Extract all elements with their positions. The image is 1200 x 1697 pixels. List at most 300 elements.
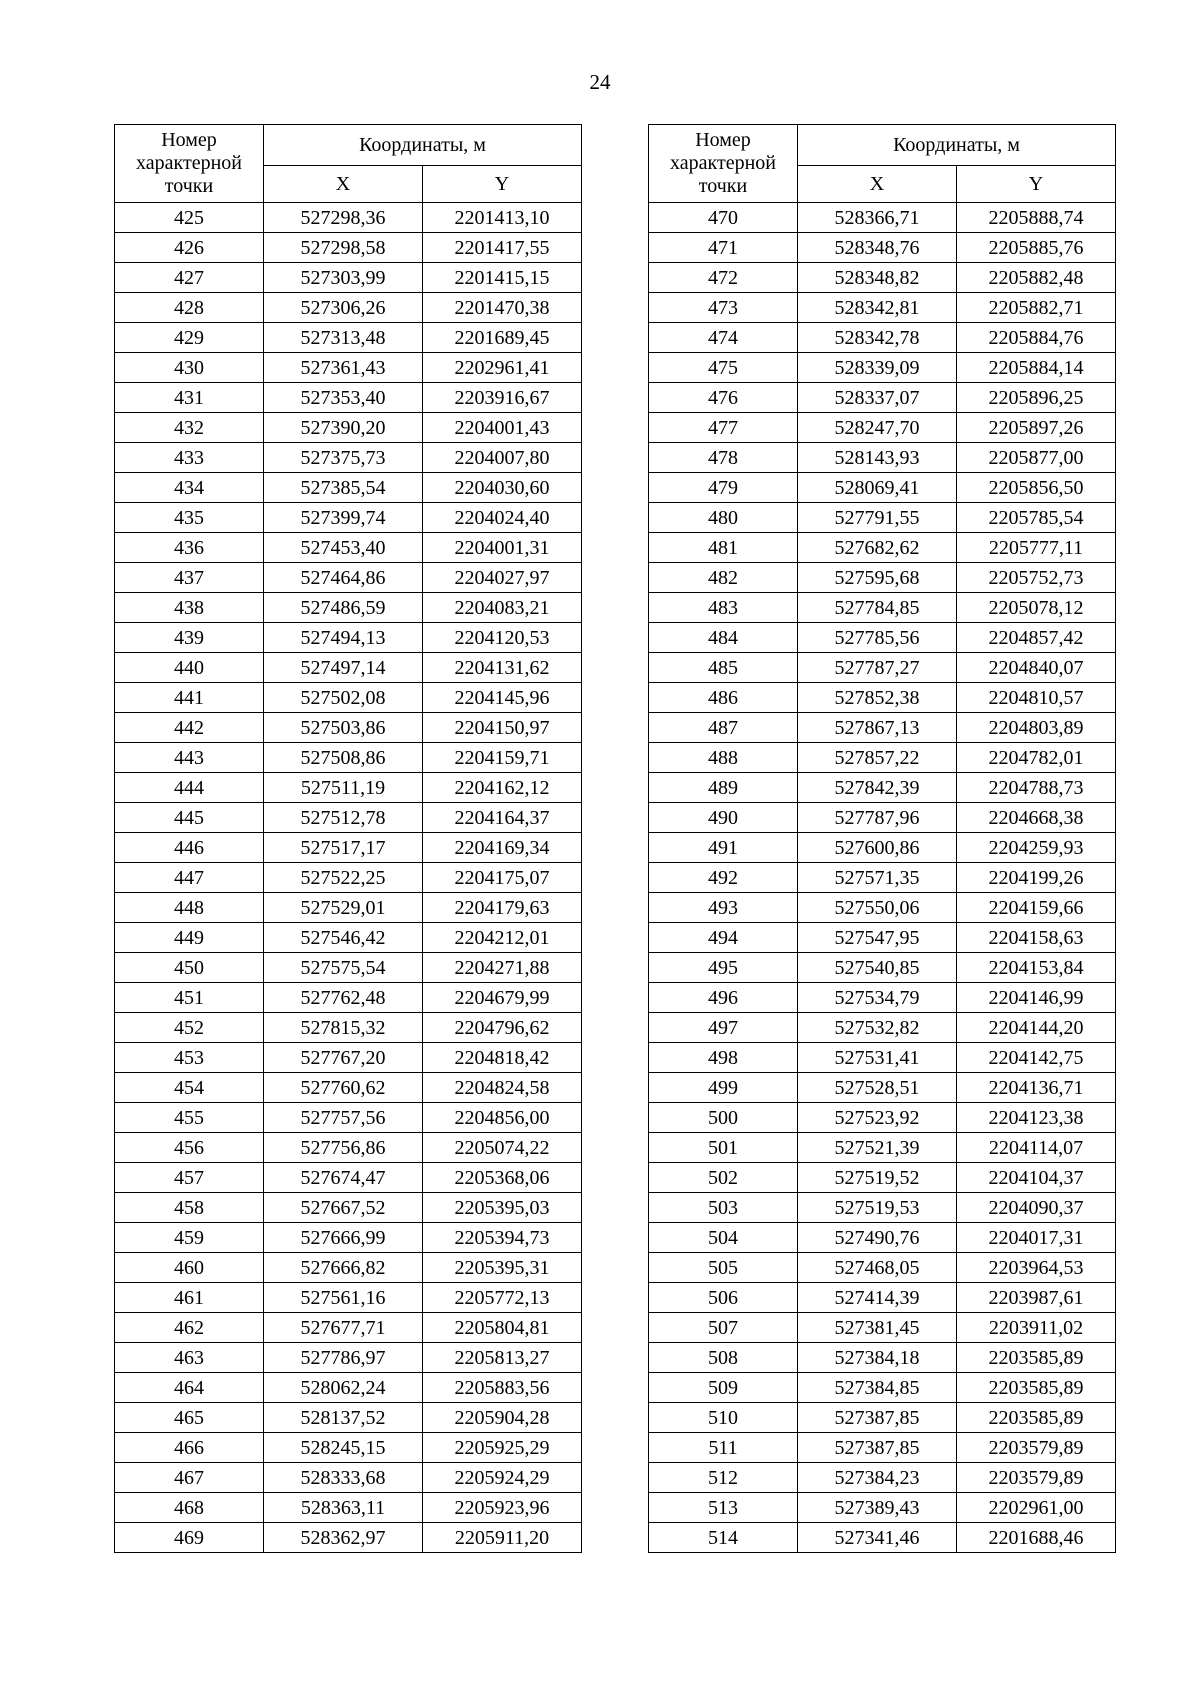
- x-coordinate-cell: 527522,25: [264, 863, 423, 893]
- y-coordinate-cell: 2201689,45: [423, 323, 582, 353]
- table-row: [115, 1013, 582, 1043]
- table-row: [649, 803, 1116, 833]
- y-coordinate-cell: 2205078,12: [957, 593, 1116, 623]
- y-coordinate-cell: 2204271,88: [423, 953, 582, 983]
- point-number-cell: 469: [115, 1523, 264, 1553]
- x-coordinate-cell: 528247,70: [798, 413, 957, 443]
- table-row: [649, 863, 1116, 893]
- x-coordinate-cell: 527464,86: [264, 563, 423, 593]
- y-coordinate-cell: 2204083,21: [423, 593, 582, 623]
- point-number-cell: 471: [649, 233, 798, 263]
- table-row: [115, 893, 582, 923]
- x-coordinate-cell: 528062,24: [264, 1373, 423, 1403]
- point-number-cell: 476: [649, 383, 798, 413]
- table-row: [115, 233, 582, 263]
- x-coordinate-cell: 527667,52: [264, 1193, 423, 1223]
- table-row: [115, 473, 582, 503]
- y-coordinate-cell: 2203916,67: [423, 383, 582, 413]
- point-number-cell: 492: [649, 863, 798, 893]
- y-coordinate-cell: 2204175,07: [423, 863, 582, 893]
- y-coordinate-cell: 2204001,43: [423, 413, 582, 443]
- x-coordinate-cell: 527682,62: [798, 533, 957, 563]
- table-row: [649, 953, 1116, 983]
- point-number-cell: 463: [115, 1343, 264, 1373]
- x-coordinate-cell: 527381,45: [798, 1313, 957, 1343]
- table-row: [649, 1283, 1116, 1313]
- point-number-cell: 450: [115, 953, 264, 983]
- point-number-cell: 502: [649, 1163, 798, 1193]
- point-number-cell: 507: [649, 1313, 798, 1343]
- x-coordinate-cell: 528333,68: [264, 1463, 423, 1493]
- point-number-cell: 495: [649, 953, 798, 983]
- coordinates-header: Координаты, м: [264, 125, 582, 166]
- x-coordinate-cell: 527600,86: [798, 833, 957, 863]
- table-row: [115, 1403, 582, 1433]
- point-number-cell: 455: [115, 1103, 264, 1133]
- table-body: [649, 203, 1116, 1553]
- point-number-cell: 428: [115, 293, 264, 323]
- point-number-cell: 504: [649, 1223, 798, 1253]
- table-row: [649, 1253, 1116, 1283]
- x-coordinate-cell: 527468,05: [798, 1253, 957, 1283]
- point-number-cell: 510: [649, 1403, 798, 1433]
- point-number-cell: 487: [649, 713, 798, 743]
- x-coordinate-cell: 527502,08: [264, 683, 423, 713]
- y-coordinate-cell: 2205888,74: [957, 203, 1116, 233]
- x-coordinate-cell: 527531,41: [798, 1043, 957, 1073]
- point-number-cell: 447: [115, 863, 264, 893]
- point-number-cell: 464: [115, 1373, 264, 1403]
- coordinates-table-right: [648, 124, 1116, 1553]
- point-number-cell: 436: [115, 533, 264, 563]
- coordinates-table-left: [114, 124, 582, 1553]
- x-coordinate-cell: 527389,43: [798, 1493, 957, 1523]
- table-row: [115, 533, 582, 563]
- y-coordinate-cell: 2205785,54: [957, 503, 1116, 533]
- table-row: [115, 1343, 582, 1373]
- point-number-cell: 480: [649, 503, 798, 533]
- x-coordinate-cell: 527384,18: [798, 1343, 957, 1373]
- y-coordinate-cell: 2205925,29: [423, 1433, 582, 1463]
- table-row: [115, 293, 582, 323]
- x-coordinate-cell: 528348,76: [798, 233, 957, 263]
- point-number-cell: 499: [649, 1073, 798, 1103]
- y-coordinate-cell: 2203585,89: [957, 1373, 1116, 1403]
- table-row: [649, 533, 1116, 563]
- point-number-cell: 509: [649, 1373, 798, 1403]
- x-coordinate-cell: 528137,52: [264, 1403, 423, 1433]
- point-number-cell: 448: [115, 893, 264, 923]
- point-number-cell: 461: [115, 1283, 264, 1313]
- x-coordinate-cell: 527784,85: [798, 593, 957, 623]
- table-row: [649, 833, 1116, 863]
- y-coordinate-cell: 2204259,93: [957, 833, 1116, 863]
- x-coordinate-cell: 528339,09: [798, 353, 957, 383]
- y-coordinate-cell: 2204104,37: [957, 1163, 1116, 1193]
- point-number-cell: 442: [115, 713, 264, 743]
- y-coordinate-cell: 2204668,38: [957, 803, 1116, 833]
- point-number-cell: 435: [115, 503, 264, 533]
- table-row: [115, 623, 582, 653]
- table-row: [649, 743, 1116, 773]
- y-coordinate-cell: 2204150,97: [423, 713, 582, 743]
- point-number-cell: 514: [649, 1523, 798, 1553]
- table-row: [649, 1433, 1116, 1463]
- y-coordinate-cell: 2204144,20: [957, 1013, 1116, 1043]
- y-coordinate-cell: 2204090,37: [957, 1193, 1116, 1223]
- point-number-cell: 443: [115, 743, 264, 773]
- table-row: [649, 1013, 1116, 1043]
- y-coordinate-cell: 2204810,57: [957, 683, 1116, 713]
- y-coordinate-cell: 2205395,31: [423, 1253, 582, 1283]
- point-number-cell: 451: [115, 983, 264, 1013]
- x-coordinate-cell: 527762,48: [264, 983, 423, 1013]
- point-number-cell: 478: [649, 443, 798, 473]
- x-coordinate-cell: 527786,97: [264, 1343, 423, 1373]
- table-row: [649, 323, 1116, 353]
- point-number-cell: 441: [115, 683, 264, 713]
- point-number-cell: 462: [115, 1313, 264, 1343]
- table-row: [649, 923, 1116, 953]
- x-coordinate-cell: 527486,59: [264, 593, 423, 623]
- x-header: X: [264, 166, 423, 203]
- y-coordinate-cell: 2204146,99: [957, 983, 1116, 1013]
- table-row: [649, 653, 1116, 683]
- table-row: [115, 353, 582, 383]
- point-number-cell: 491: [649, 833, 798, 863]
- x-coordinate-cell: 527298,58: [264, 233, 423, 263]
- table-row: [649, 623, 1116, 653]
- point-number-cell: 429: [115, 323, 264, 353]
- table-row: [115, 653, 582, 683]
- x-coordinate-cell: 527387,85: [798, 1403, 957, 1433]
- table-row: [115, 323, 582, 353]
- table-row: [649, 1223, 1116, 1253]
- y-coordinate-cell: 2204840,07: [957, 653, 1116, 683]
- x-coordinate-cell: 527575,54: [264, 953, 423, 983]
- table-row: [649, 1103, 1116, 1133]
- table-row: [115, 1163, 582, 1193]
- x-coordinate-cell: 527497,14: [264, 653, 423, 683]
- y-coordinate-cell: 2204001,31: [423, 533, 582, 563]
- y-coordinate-cell: 2204856,00: [423, 1103, 582, 1133]
- x-coordinate-cell: 528342,81: [798, 293, 957, 323]
- x-coordinate-cell: 527306,26: [264, 293, 423, 323]
- y-coordinate-cell: 2204136,71: [957, 1073, 1116, 1103]
- y-coordinate-cell: 2204131,62: [423, 653, 582, 683]
- table-row: [115, 1313, 582, 1343]
- y-coordinate-cell: 2201413,10: [423, 203, 582, 233]
- x-coordinate-cell: 528143,93: [798, 443, 957, 473]
- point-number-cell: 474: [649, 323, 798, 353]
- y-coordinate-cell: 2203585,89: [957, 1343, 1116, 1373]
- table-row: [115, 1103, 582, 1133]
- x-coordinate-cell: 527385,54: [264, 473, 423, 503]
- table-row: [115, 563, 582, 593]
- y-coordinate-cell: 2204179,63: [423, 893, 582, 923]
- y-coordinate-cell: 2205813,27: [423, 1343, 582, 1373]
- y-coordinate-cell: 2204782,01: [957, 743, 1116, 773]
- table-row: [649, 1133, 1116, 1163]
- x-coordinate-cell: 527341,46: [798, 1523, 957, 1553]
- point-number-cell: 458: [115, 1193, 264, 1223]
- y-coordinate-cell: 2204818,42: [423, 1043, 582, 1073]
- table-row: [649, 503, 1116, 533]
- y-coordinate-cell: 2205882,48: [957, 263, 1116, 293]
- x-coordinate-cell: 528337,07: [798, 383, 957, 413]
- table-row: [649, 1463, 1116, 1493]
- x-coordinate-cell: 527384,85: [798, 1373, 957, 1403]
- point-number-cell: 483: [649, 593, 798, 623]
- point-number-cell: 468: [115, 1493, 264, 1523]
- x-coordinate-cell: 527523,92: [798, 1103, 957, 1133]
- y-coordinate-cell: 2204679,99: [423, 983, 582, 1013]
- table-row: [649, 773, 1116, 803]
- y-coordinate-cell: 2204199,26: [957, 863, 1116, 893]
- point-number-cell: 465: [115, 1403, 264, 1433]
- coordinates-header: Координаты, м: [798, 125, 1116, 166]
- y-coordinate-cell: 2204017,31: [957, 1223, 1116, 1253]
- x-coordinate-cell: 527511,19: [264, 773, 423, 803]
- y-coordinate-cell: 2205394,73: [423, 1223, 582, 1253]
- table-row: [649, 683, 1116, 713]
- y-coordinate-cell: 2204159,66: [957, 893, 1116, 923]
- x-coordinate-cell: 528348,82: [798, 263, 957, 293]
- y-coordinate-cell: 2205752,73: [957, 563, 1116, 593]
- y-coordinate-cell: 2203585,89: [957, 1403, 1116, 1433]
- point-number-cell: 453: [115, 1043, 264, 1073]
- x-coordinate-cell: 528342,78: [798, 323, 957, 353]
- point-number-cell: 425: [115, 203, 264, 233]
- y-coordinate-cell: 2205804,81: [423, 1313, 582, 1343]
- x-coordinate-cell: 527785,56: [798, 623, 957, 653]
- y-coordinate-cell: 2205856,50: [957, 473, 1116, 503]
- y-coordinate-cell: 2204164,37: [423, 803, 582, 833]
- x-coordinate-cell: 527787,27: [798, 653, 957, 683]
- x-coordinate-cell: 527453,40: [264, 533, 423, 563]
- x-coordinate-cell: 527519,52: [798, 1163, 957, 1193]
- y-coordinate-cell: 2203579,89: [957, 1433, 1116, 1463]
- y-coordinate-cell: 2203987,61: [957, 1283, 1116, 1313]
- x-coordinate-cell: 527674,47: [264, 1163, 423, 1193]
- table-row: [115, 1283, 582, 1313]
- point-number-cell: 437: [115, 563, 264, 593]
- y-coordinate-cell: 2204824,58: [423, 1073, 582, 1103]
- table-row: [649, 713, 1116, 743]
- table-body: [115, 203, 582, 1553]
- x-coordinate-cell: 527532,82: [798, 1013, 957, 1043]
- x-coordinate-cell: 527787,96: [798, 803, 957, 833]
- x-coordinate-cell: 527303,99: [264, 263, 423, 293]
- y-coordinate-cell: 2205884,76: [957, 323, 1116, 353]
- point-number-cell: 486: [649, 683, 798, 713]
- point-number-cell: 459: [115, 1223, 264, 1253]
- y-coordinate-cell: 2201417,55: [423, 233, 582, 263]
- table-row: [115, 833, 582, 863]
- table-row: [115, 1433, 582, 1463]
- x-coordinate-cell: 527815,32: [264, 1013, 423, 1043]
- x-coordinate-cell: 527534,79: [798, 983, 957, 1013]
- y-coordinate-cell: 2205395,03: [423, 1193, 582, 1223]
- point-number-cell: 439: [115, 623, 264, 653]
- y-coordinate-cell: 2205896,25: [957, 383, 1116, 413]
- y-coordinate-cell: 2205883,56: [423, 1373, 582, 1403]
- point-number-cell: 456: [115, 1133, 264, 1163]
- x-coordinate-cell: 527756,86: [264, 1133, 423, 1163]
- x-coordinate-cell: 527529,01: [264, 893, 423, 923]
- y-coordinate-cell: 2204145,96: [423, 683, 582, 713]
- table-row: [649, 1043, 1116, 1073]
- point-number-cell: 494: [649, 923, 798, 953]
- point-number-cell: 449: [115, 923, 264, 953]
- x-coordinate-cell: 528069,41: [798, 473, 957, 503]
- y-coordinate-cell: 2205777,11: [957, 533, 1116, 563]
- x-coordinate-cell: 527503,86: [264, 713, 423, 743]
- y-coordinate-cell: 2204169,34: [423, 833, 582, 863]
- y-coordinate-cell: 2204796,62: [423, 1013, 582, 1043]
- x-coordinate-cell: 527490,76: [798, 1223, 957, 1253]
- table-header: [115, 125, 582, 203]
- x-coordinate-cell: 527857,22: [798, 743, 957, 773]
- y-coordinate-cell: 2205368,06: [423, 1163, 582, 1193]
- y-coordinate-cell: 2202961,41: [423, 353, 582, 383]
- point-number-cell: 466: [115, 1433, 264, 1463]
- y-coordinate-cell: 2205911,20: [423, 1523, 582, 1553]
- x-coordinate-cell: 527508,86: [264, 743, 423, 773]
- point-number-cell: 446: [115, 833, 264, 863]
- point-number-cell: 508: [649, 1343, 798, 1373]
- x-coordinate-cell: 527546,42: [264, 923, 423, 953]
- y-coordinate-cell: 2205884,14: [957, 353, 1116, 383]
- point-number-cell: 438: [115, 593, 264, 623]
- point-number-cell: 498: [649, 1043, 798, 1073]
- point-number-cell: 434: [115, 473, 264, 503]
- y-coordinate-cell: 2204857,42: [957, 623, 1116, 653]
- point-number-cell: 497: [649, 1013, 798, 1043]
- table-row: [115, 1043, 582, 1073]
- table-row: [115, 1073, 582, 1103]
- y-coordinate-cell: 2203911,02: [957, 1313, 1116, 1343]
- x-coordinate-cell: 527361,43: [264, 353, 423, 383]
- table-row: [115, 1493, 582, 1523]
- point-number-cell: 444: [115, 773, 264, 803]
- y-coordinate-cell: 2205924,29: [423, 1463, 582, 1493]
- y-coordinate-cell: 2203579,89: [957, 1463, 1116, 1493]
- table-row: [115, 773, 582, 803]
- table-row: [649, 1403, 1116, 1433]
- x-coordinate-cell: 527313,48: [264, 323, 423, 353]
- x-coordinate-cell: 527298,36: [264, 203, 423, 233]
- point-number-cell: 484: [649, 623, 798, 653]
- x-coordinate-cell: 527528,51: [798, 1073, 957, 1103]
- x-coordinate-cell: 527791,55: [798, 503, 957, 533]
- table-row: [115, 413, 582, 443]
- table-row: [649, 443, 1116, 473]
- point-number-cell: 505: [649, 1253, 798, 1283]
- x-coordinate-cell: 527384,23: [798, 1463, 957, 1493]
- y-coordinate-cell: 2205885,76: [957, 233, 1116, 263]
- point-number-cell: 506: [649, 1283, 798, 1313]
- x-coordinate-cell: 527852,38: [798, 683, 957, 713]
- table-row: [649, 353, 1116, 383]
- point-number-cell: 460: [115, 1253, 264, 1283]
- y-header: Y: [957, 166, 1116, 203]
- table-row: [649, 893, 1116, 923]
- y-coordinate-cell: 2201415,15: [423, 263, 582, 293]
- x-coordinate-cell: 527519,53: [798, 1193, 957, 1223]
- x-coordinate-cell: 527517,17: [264, 833, 423, 863]
- table-row: [115, 1253, 582, 1283]
- point-number-cell: 513: [649, 1493, 798, 1523]
- y-coordinate-cell: 2203964,53: [957, 1253, 1116, 1283]
- point-number-cell: 496: [649, 983, 798, 1013]
- table-row: [115, 1133, 582, 1163]
- x-coordinate-cell: 528245,15: [264, 1433, 423, 1463]
- point-number-cell: 470: [649, 203, 798, 233]
- point-number-cell: 512: [649, 1463, 798, 1493]
- y-coordinate-cell: 2204162,12: [423, 773, 582, 803]
- y-coordinate-cell: 2204027,97: [423, 563, 582, 593]
- table-row: [649, 593, 1116, 623]
- point-number-cell: 489: [649, 773, 798, 803]
- table-row: [115, 683, 582, 713]
- table-row: [649, 983, 1116, 1013]
- point-number-cell: 430: [115, 353, 264, 383]
- y-coordinate-cell: 2202961,00: [957, 1493, 1116, 1523]
- table-row: [115, 923, 582, 953]
- table-row: [649, 263, 1116, 293]
- point-number-cell: 485: [649, 653, 798, 683]
- point-number-cell: 445: [115, 803, 264, 833]
- point-number-cell: 452: [115, 1013, 264, 1043]
- point-number-cell: 488: [649, 743, 798, 773]
- page-number: 24: [589, 70, 611, 94]
- table-row: [649, 233, 1116, 263]
- point-number-cell: 433: [115, 443, 264, 473]
- x-coordinate-cell: 527414,39: [798, 1283, 957, 1313]
- point-number-cell: 500: [649, 1103, 798, 1133]
- y-coordinate-cell: 2204030,60: [423, 473, 582, 503]
- x-coordinate-cell: 527353,40: [264, 383, 423, 413]
- y-coordinate-cell: 2205772,13: [423, 1283, 582, 1313]
- y-coordinate-cell: 2205074,22: [423, 1133, 582, 1163]
- point-number-cell: 482: [649, 563, 798, 593]
- x-coordinate-cell: 527561,16: [264, 1283, 423, 1313]
- table-row: [115, 1193, 582, 1223]
- y-coordinate-cell: 2205877,00: [957, 443, 1116, 473]
- y-coordinate-cell: 2204114,07: [957, 1133, 1116, 1163]
- table-row: [115, 1373, 582, 1403]
- point-number-cell: 467: [115, 1463, 264, 1493]
- point-number-cell: 472: [649, 263, 798, 293]
- y-coordinate-cell: 2205882,71: [957, 293, 1116, 323]
- point-number-cell: 427: [115, 263, 264, 293]
- x-coordinate-cell: 527494,13: [264, 623, 423, 653]
- table-row: [115, 1523, 582, 1553]
- table-row: [649, 1493, 1116, 1523]
- table-row: [115, 953, 582, 983]
- x-coordinate-cell: 527521,39: [798, 1133, 957, 1163]
- table-row: [115, 713, 582, 743]
- x-coordinate-cell: 527666,99: [264, 1223, 423, 1253]
- table-row: [649, 203, 1116, 233]
- point-number-cell: 479: [649, 473, 798, 503]
- x-coordinate-cell: 527512,78: [264, 803, 423, 833]
- table-header: [649, 125, 1116, 203]
- x-coordinate-cell: 527760,62: [264, 1073, 423, 1103]
- table-row: [649, 413, 1116, 443]
- y-coordinate-cell: 2204142,75: [957, 1043, 1116, 1073]
